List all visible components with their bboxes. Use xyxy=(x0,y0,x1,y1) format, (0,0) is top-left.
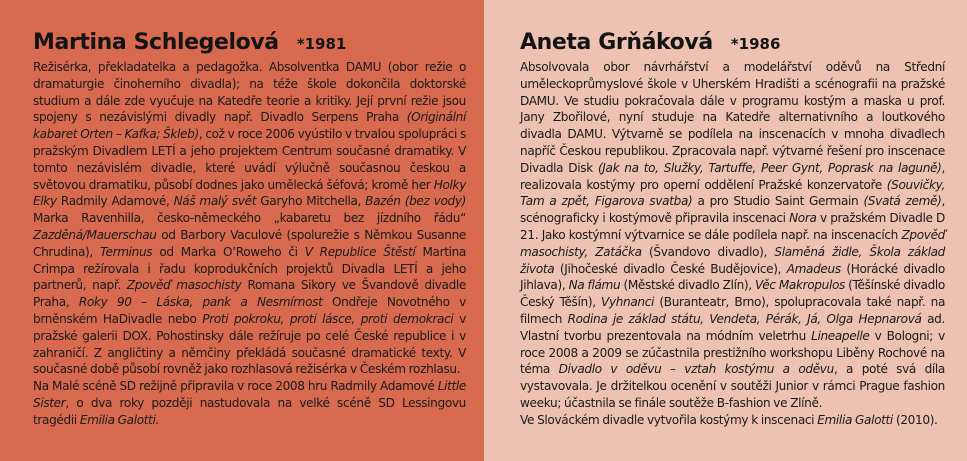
work-title: (Jak na to, Služky, Tartuffe, Peer Gynt, Poprask na laguně) xyxy=(597,160,942,175)
work-title: Emilia Galotti xyxy=(817,412,893,427)
work-title: Rodina je základ státu, Vendeta, Pérák, Já, Olga Hepnarová xyxy=(567,311,922,326)
work-title: Nora xyxy=(789,211,817,226)
work-title: Proti pokroku, proti lásce, proti demokraci xyxy=(202,311,454,326)
work-title: Náš malý svět xyxy=(173,194,257,209)
work-title: Zpověď masochisty xyxy=(126,278,242,293)
work-title: Holky Elky xyxy=(33,177,466,209)
paragraph: Na Malé scéně SD režijně připravila v roce 2008 hru Radmily Adamové Little Sister, o dva roky později nastudovala na velké scéně SD Lessingovu tragédii Emilia Galotti. xyxy=(33,379,466,427)
work-title: Emilia Galotti. xyxy=(79,412,160,427)
work-title: Vyhnanci xyxy=(601,295,655,310)
work-title: Slaměná židle, Škola základ života xyxy=(520,244,946,276)
work-title: (Souvičky, Tam a zpět, Figarova svatba) xyxy=(520,177,945,209)
birth-year: *1986 xyxy=(730,35,781,53)
work-title: Lineapelle xyxy=(811,328,870,343)
work-title: (Svatá země) xyxy=(863,194,942,209)
person-name: Aneta Grňáková xyxy=(520,30,713,55)
work-title: Divadlo v oděvu – vztah kostýmu a oděvu xyxy=(558,362,834,377)
bio-header xyxy=(520,30,945,55)
work-title: Věc Makropulos xyxy=(755,278,845,293)
work-title: Roky 90 – Láska, pank a Nesmírnost xyxy=(78,295,323,310)
bio-aneta-grnakova xyxy=(484,0,967,461)
work-title: V Republice Štěstí xyxy=(304,244,416,259)
work-title: Terminus xyxy=(99,244,153,259)
work-title: Zpověď masochisty, Zatáčka xyxy=(520,227,945,259)
work-title: Bazén (bez vody) xyxy=(365,194,466,209)
bio-text xyxy=(520,59,945,429)
paragraph: Režisérka, překladatelka a pedagožka. Absolventka DAMU (obor režie o dramaturgie činoherního divadla); na téže škole dokončila doktorské studium a dále zde vyučuje na Katedře teorie a kritiky. Její první režie jsou spojeny s nezávislými divadly např. Divadlo Serpens Praha (Originální kabaret Orten – Kafka; Škleb), což v roce 2006 vyústilo v trvalou spolupráci s pražským Divadlem LETÍ a jeho projektem Centrum současné dramatiky. V tomto nezávislém divadle, které uvádí výlučně současnou českou a světovou dramatiku, působí dodnes jako umělecká šéfová; kromě her Holky Elky Radmily Adamové, Náš malý svět Garyho Mitchella, Bazén (bez vody) Marka Ravenhilla, česko-německého „kabaretu bez jízdního řádu“ Zazděná/Mauerschau od Barbory Vaculové (spolurežie s Němkou Susanne Chrudina), Terminus od Marka O’Roweho či V Republice Štěstí Martina Crimpa režírovala i řadu koprodukčních projektů Divadla LETÍ a jeho partnerů, např. Zpověď masochisty Romana Sikory ve Švandově divadle Praha, Roky 90 – Láska, pank a Nesmírnost Ondřeje Novotného v brněnském HaDivadle nebo Proti pokroku, proti lásce, proti demokraci v pražské galerii DOX. Pohostinsky dále režíruje po celé České republice i v zahraničí. Z angličtiny a němčiny překládá současné dramatické texty. V současné době působí rovněž jako rozhlasová režisérka v Českém rozhlasu. xyxy=(33,60,467,377)
work-title: (Originální kabaret Orten – Kafka; Škleb) xyxy=(33,110,466,142)
work-title: Zazděná/Mauerschau xyxy=(33,227,157,242)
bio-header xyxy=(33,30,466,55)
paragraph: Ve Slováckém divadle vytvořila kostýmy k inscenaci Emilia Galotti (2010). xyxy=(520,412,938,427)
work-title: Little Sister xyxy=(33,379,466,410)
paragraph: Absolvovala obor návrhářství a modelářství oděvů na Střední uměleckoprůmyslové škole v Uherském Hradišti a scénografii na pražské DAMU. Ve studiu pokračovala dále v programu kostým a maska u prof. Jany Zbořilové, nyní studuje na Katedře alternativního a loutkového divadla DAMU. Výtvarně se podílela na inscenacích v mnoha divadlech napříč Českou republikou. Zpracovala např. výtvarné řešení pro inscenace Divadla Disk (Jak na to, Služky, Tartuffe, Peer Gynt, Poprask na laguně), realizovala kostýmy pro operní oddělení Pražské konzervatoře (Souvičky, Tam a zpět, Figarova svatba) a pro Studio Saint Germain (Svatá země), scénograficky i kostýmově připravila inscenaci Nora v pražském Divadle D 21. Jako kostýmní výtvarnice se dále podílela např. na inscenacích Zpověď masochisty, Zatáčka (Švandovo divadlo), Slaměná židle, Škola základ života (Jihočeské divadlo České Budějovice), Amadeus (Horácké divadlo Jihlava), Na flámu (Městské divadlo Zlín), Věc Makropulos (Těšínské divadlo Český Těšín), Vyhnanci (Buranteatr, Brno), spolupracovala také např. na filmech Rodina je základ státu, Vendeta, Pérák, Já, Olga Hepnarová ad. Vlastní tvorbu prezentovala na módním veletrhu Lineapelle v Bologni; v roce 2008 a 2009 se zúčastnila prestižního workshopu Liběny Rochové na téma Divadlo v oděvu – vztah kostýmu a oděvu, a poté svá díla vystavovala. Je držitelkou ocenění v soutěži Junior v rámci Prague fashion weeku; účastnila se finále soutěže B-fashion ve Zlíně. xyxy=(520,60,946,410)
bio-text xyxy=(33,59,466,429)
birth-year: *1981 xyxy=(296,35,347,53)
person-name: Martina Schlegelová xyxy=(33,30,279,55)
work-title: Amadeus xyxy=(786,261,841,276)
work-title: Na flámu xyxy=(568,278,621,293)
